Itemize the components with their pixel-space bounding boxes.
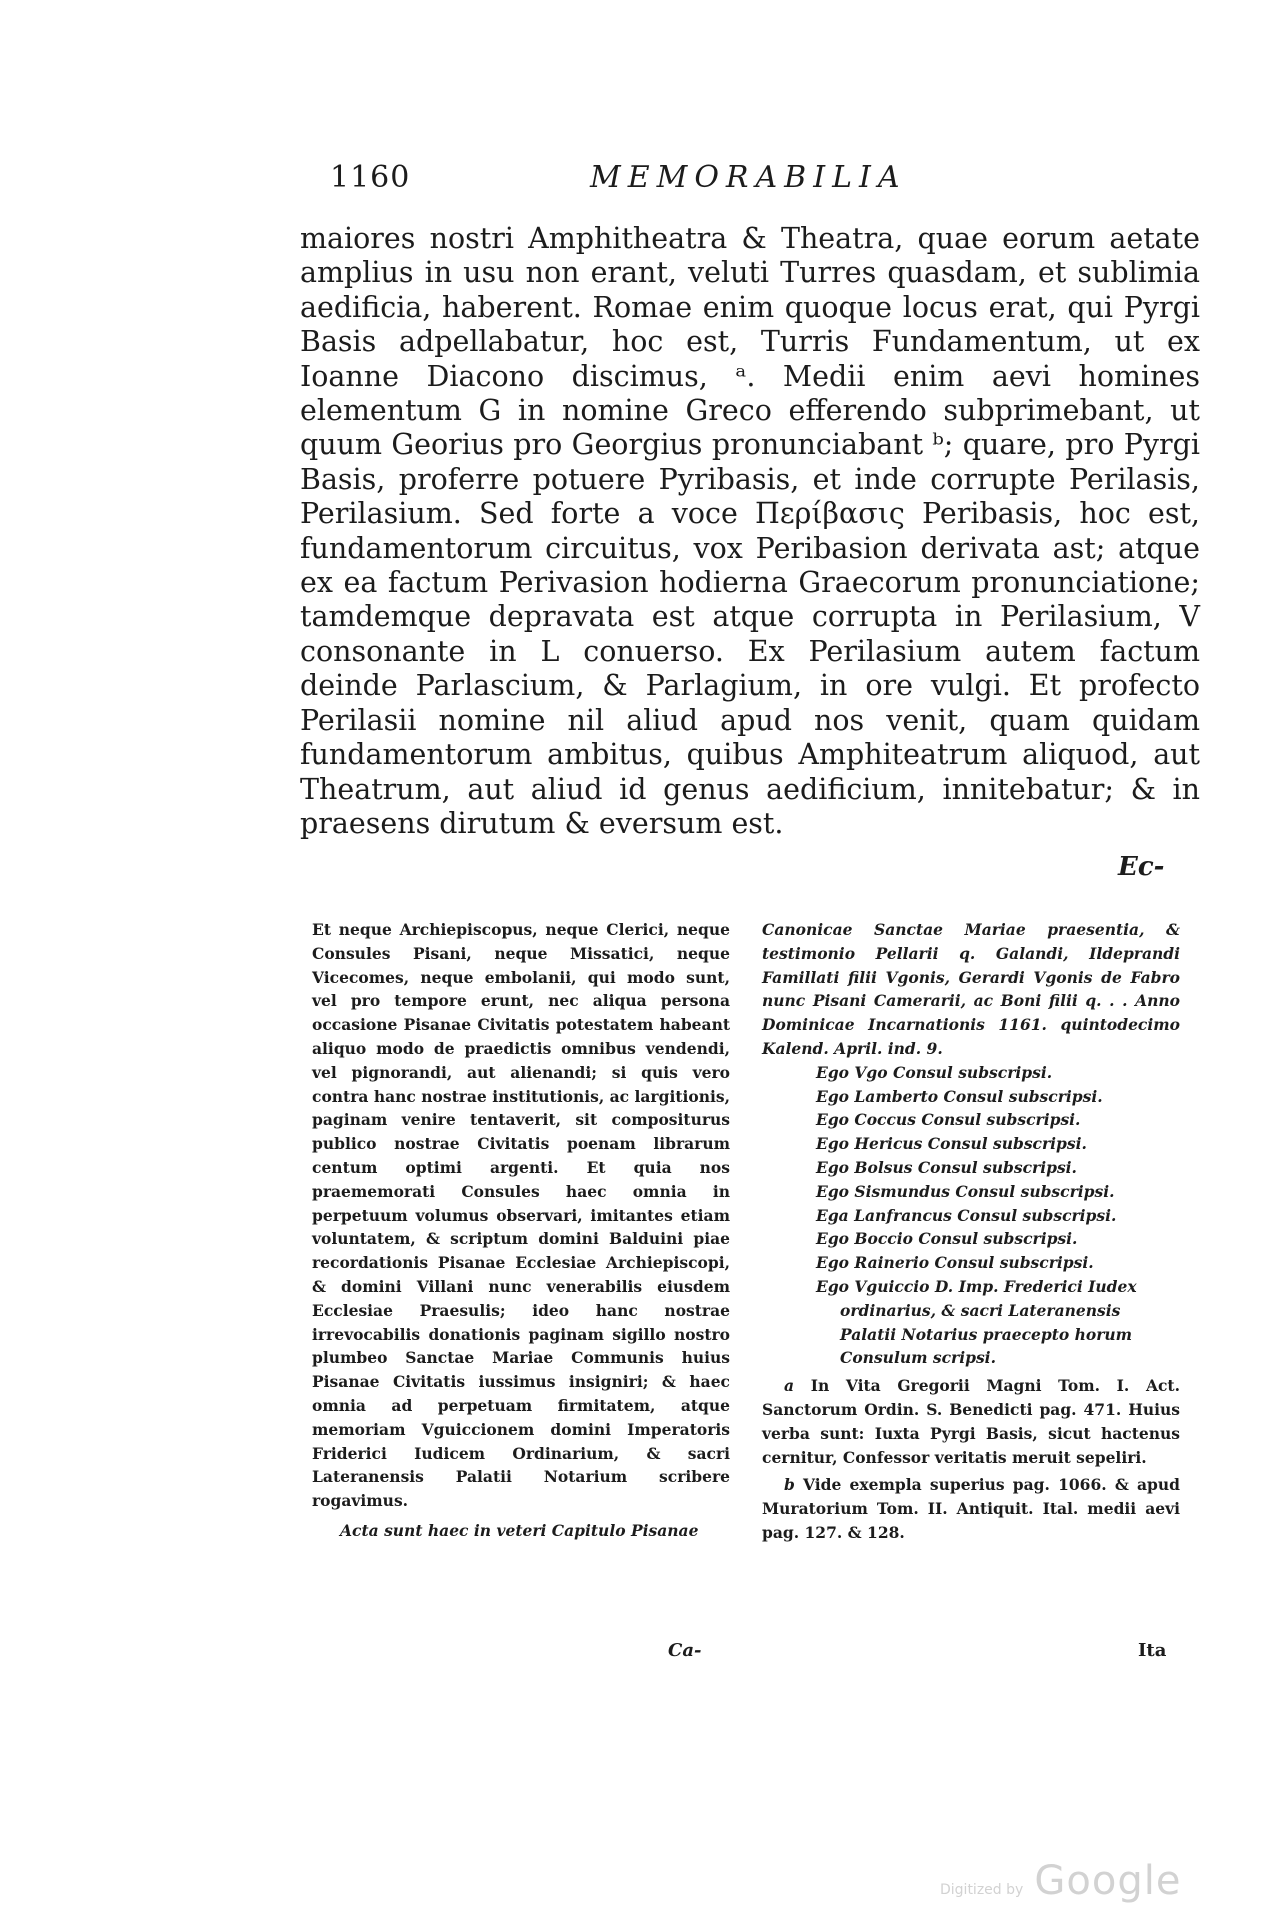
footnote-b	[762, 1473, 1180, 1544]
witness-list: Canonicae Sanctae Mariae praesentia, & testimonio Pellarii q. Galandi, Ildeprandi Famillati filii Vgonis, Gerardi Vgonis de Fabro nunc Pisani Camerarii, ac Boni filii q. . .	[762, 920, 1180, 1011]
consul-signature: Ego Boccio Consul subscripsi.	[816, 1229, 1078, 1249]
digitization-watermark	[940, 1858, 1181, 1904]
footnote-column-right	[762, 918, 1180, 1545]
consul-signature: Ego Vgo Consul subscripsi.	[816, 1062, 1053, 1082]
consul-signature: Ego Rainerio Consul subscripsi.	[816, 1253, 1094, 1273]
acta-line: Acta sunt haec in veteri Capitulo Pisanae	[340, 1520, 699, 1540]
notary-signature: Ego Vguiccio D. Imp. Frederici Iudex ordinarius, & sacri Lateranensis Palatii Notarius praecepto horum Consulum scripsi.	[816, 1276, 1137, 1368]
running-head: MEMORABILIA	[590, 160, 907, 195]
google-logo: Google	[1034, 1858, 1182, 1904]
consul-signature: Ego Hericus Consul subscripsi.	[816, 1134, 1087, 1154]
footnote-a-text: In Vita Gregorii Magni Tom. I. Act. Sanctorum Ordin. S. Benedicti pag. 471. Huius verba sunt: Iuxta Pyrgi Basis, sicut hactenus cernitur, Confessor veritatis meruit sepeliri.	[762, 1376, 1180, 1467]
charter-date: Anno Dominicae Incarnationis 1161. quintodecimo Kalend. April. ind. 9.	[762, 991, 1180, 1058]
charter-text: Et neque Archiepiscopus, neque Clerici, neque Consules Pisani, neque Missatici, neque Vicecomes, neque embolanii, qui modo sunt, vel pro tempore erunt, nec aliqua persona occasione Pisanae Civitatis potestatem habeant aliquo modo de praedictis omnibus vendendi, vel pignorandi, aut alienandi; si quis vero contra hanc nostrae institutionis, ac largitionis, paginam venire tentaverit, sit compositurus publico nostrae Civitatis poenam librarum centum optimi argenti. Et quia nos praememorati Consules haec omnia in perpetuum volumus observari, imitantes etiam voluntatem, & scriptum domini Balduini piae recordationis Pisanae Ecclesiae Archiepiscopi, & domini Villani nunc venerabilis eiusdem Ecclesiae Praesulis; ideo hanc nostrae irrevocabilis donationis paginam sigillo nostro plumbeo Sanctae Mariae Communis huius Pisanae Civitatis iussimus insigniri; & haec omnia ad perpetuam firmitatem, atque memoriam Vguiccionem domini Imperatoris Friderici Iudicem Ordinarium, & sacri Lateranensis Palatii Notarium scribere rogavimus.	[312, 920, 730, 1511]
catchword-left: Ca-	[668, 1640, 702, 1661]
main-catchword: Ec-	[1118, 852, 1165, 882]
consul-signature: Ego Bolsus Consul subscripsi.	[816, 1157, 1077, 1177]
footnote-a	[762, 1374, 1180, 1469]
footnote-b-text: Vide exempla superius pag. 1066. & apud Muratorium Tom. II. Antiquit. Ital. medii aevi pag. 127. & 128.	[762, 1475, 1180, 1542]
main-text-block	[300, 222, 1200, 841]
main-paragraph: maiores nostri Amphitheatra & Theatra, quae eorum aetate amplius in usu non erant, veluti Turres quasdam, et sublimia aedificia, haberent. Romae enim quoque locus erat, qui Pyrgi Basis adpellabatur, hoc est, Turris Fundamentum, ut ex Ioanne Diacono discimus, ᵃ. Medii enim aevi homines elementum G in nomine Greco efferendo subprimebant, ut quum Georius pro Georgius pronunciabant ᵇ; quare, pro Pyrgi Basis, proferre potuere Pyribasis, et inde corrupte Perilasis, Perilasium. Sed forte a voce Περίβασις Peribasis, hoc est, fundamentorum circuitus, vox Peribasion derivata ast; atque ex ea factum Perivasion hodierna Graecorum pronunciatione; tamdemque depravata est atque corrupta in Perilasium, V consonante in L conuerso. Ex Perilasium autem factum deinde Parlascium, & Parlagium, in ore vulgi. Et profecto Perilasii nomine nil aliud apud nos venit, quam quidam fundamentorum ambitus, quibus Amphiteatrum aliquod, aut Theatrum, aut aliud id genus aedificium, innitebatur; & in praesens dirutum & eversum est.	[300, 222, 1200, 840]
consul-signatures	[762, 1061, 1180, 1370]
watermark-caption: Digitized by	[940, 1882, 1024, 1898]
footnote-a-mark: a	[784, 1376, 795, 1396]
page-header	[330, 160, 930, 204]
consul-signature: Ega Lanfrancus Consul subscripsi.	[816, 1205, 1117, 1225]
consul-signature: Ego Coccus Consul subscripsi.	[816, 1110, 1081, 1130]
consul-signature: Ego Sismundus Consul subscripsi.	[816, 1181, 1115, 1201]
consul-signature: Ego Lamberto Consul subscripsi.	[816, 1086, 1103, 1106]
footnote-column-left	[312, 918, 730, 1543]
catchword-right: Ita	[1138, 1640, 1167, 1661]
footnote-b-mark: b	[784, 1475, 795, 1495]
witness-text	[762, 918, 1180, 1061]
page-number: 1160	[330, 160, 411, 195]
